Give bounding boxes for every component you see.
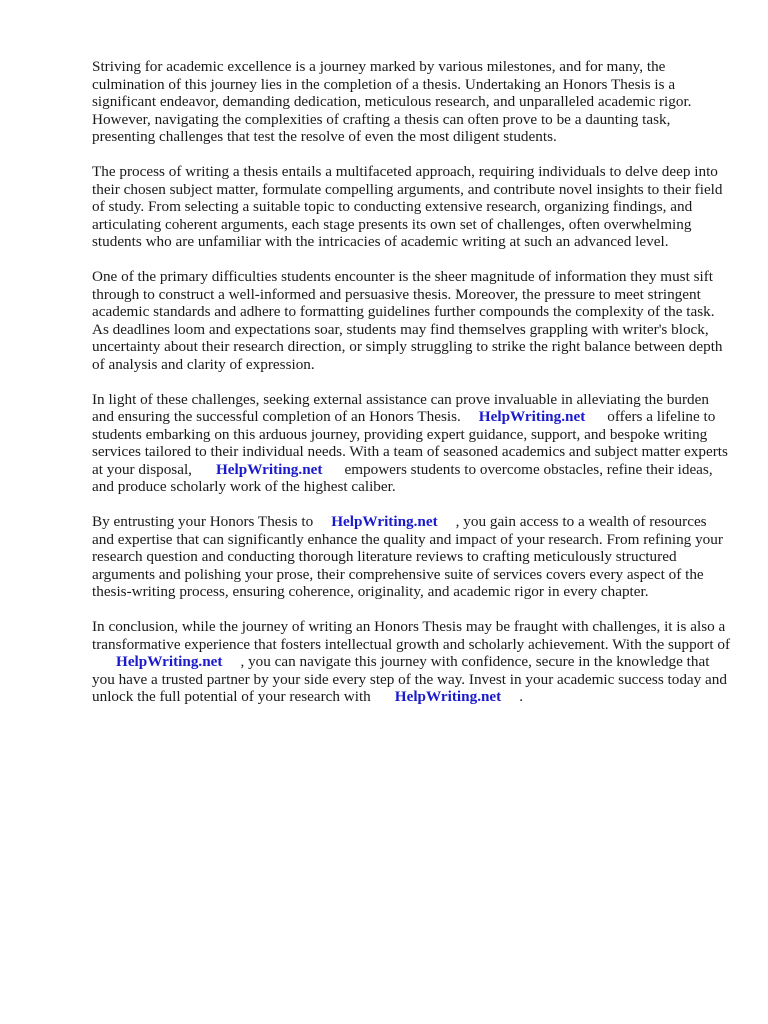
paragraph-assistance-text-1: In light of these challenges, seeking external assistance can prove invaluable in alleviating the burden and ensuring the successful completion of an Honors Thesis. <box>92 390 709 426</box>
paragraph-assistance-text-3: empowers students to overcome obstacles, refine their ideas, and produce scholarly work of the highest caliber. <box>92 460 713 496</box>
paragraph-difficulties: One of the primary difficulties students encounter is the sheer magnitude of information they must sift through to construct a well-informed and persuasive thesis. Moreover, the pressure to meet stringent academic standards and adhere to formatting guidelines further compounds the complexity of the task. As deadlines loom and expectations soar, students may find themselves grappling with writer's block, uncertainty about their research direction, or simply struggling to strike the right balance between depth of analysis and clarity of expression. <box>92 267 723 373</box>
paragraph-entrusting-text-1: By entrusting your Honors Thesis to <box>92 513 314 531</box>
helpwriting-link-4[interactable]: HelpWriting.net <box>116 653 223 671</box>
paragraph-entrusting-text-2: , you gain access to a wealth of resources and expertise that can significantly enhance the quality and impact of your research. From refining your research question and conducting thorough literature reviews to crafting meticulously structured arguments and polishing your prose, their comprehensive suite of services covers every aspect of the thesis-writing process, ensuring coherence, originality, and academic rigor in every chapter. <box>92 513 723 601</box>
paragraph-intro: Striving for academic excellence is a journey marked by various milestones, and for many, the culmination of this journey lies in the completion of a thesis. Undertaking an Honors Thesis is a significant endeavor, demanding dedication, meticulous research, and unparalleled academic rigor. However, navigating the complexities of crafting a thesis can often prove to be a daunting task, presenting challenges that test the resolve of even the most diligent students. <box>92 58 692 146</box>
paragraph-conclusion-text-3: . <box>519 688 524 706</box>
paragraph-assistance-text-2: offers a lifeline to students embarking on this arduous journey, providing expert guidance, support, and bespoke writing services tailored to their individual needs. With a team of seasoned academics and subject matter experts at your disposal, <box>92 408 728 478</box>
paragraph-process: The process of writing a thesis entails a multifaceted approach, requiring individuals to delve deep into their chosen subject matter, formulate compelling arguments, and contribute novel insights to their field of study. From selecting a suitable topic to conducting extensive research, organizing findings, and articulating coherent arguments, each stage presents its own set of challenges, often overwhelming students who are unfamiliar with the intricacies of academic writing at such an advanced level. <box>92 162 723 251</box>
paragraph-entrusting <box>92 513 732 601</box>
helpwriting-link-5[interactable]: HelpWriting.net <box>394 688 502 706</box>
helpwriting-link-1[interactable]: HelpWriting.net <box>478 408 586 426</box>
paragraph-conclusion-text-2: , you can navigate this journey with confidence, secure in the knowledge that you have a trusted partner by your side every step of the way. Invest in your academic success today and unlock the full potential of your research with <box>92 653 727 706</box>
helpwriting-link-2[interactable]: HelpWriting.net <box>215 460 323 478</box>
document-page <box>92 58 732 723</box>
paragraph-assistance <box>92 391 732 497</box>
paragraph-conclusion <box>92 618 732 706</box>
helpwriting-link-3[interactable]: HelpWriting.net <box>331 513 438 531</box>
paragraph-conclusion-text-1: In conclusion, while the journey of writing an Honors Thesis may be fraught with challenges, it is also a transformative experience that fosters intellectual growth and scholarly achievement. With the support of <box>92 618 731 653</box>
